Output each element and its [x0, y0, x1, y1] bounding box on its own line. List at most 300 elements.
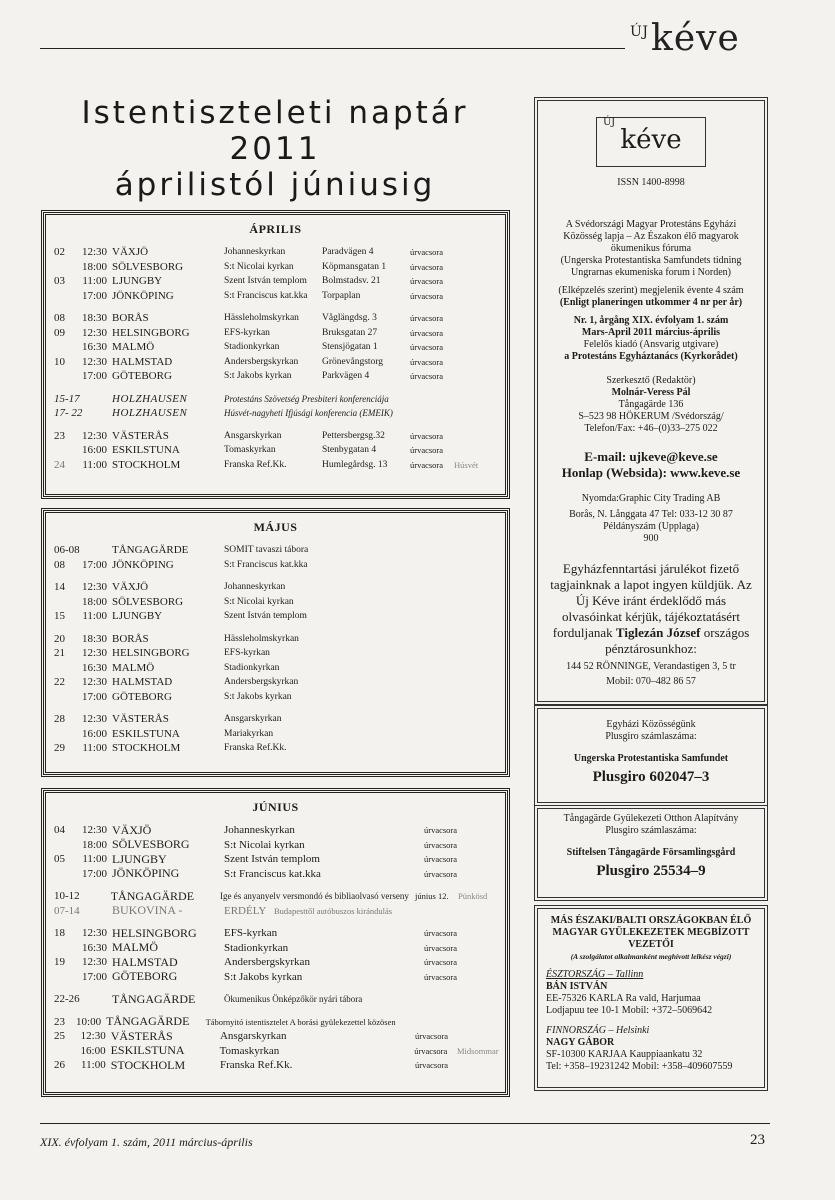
date: 22 — [54, 676, 65, 689]
date: 10-12 — [54, 890, 80, 903]
church: Tábornyitó istentisztelet A borási gyülekezettel közösen — [205, 1016, 396, 1027]
date: 28 — [54, 713, 65, 726]
title-line-3: áprilistól júniusig — [114, 167, 436, 203]
place: ESKILSTUNA — [112, 444, 180, 457]
communion: úrvacsora — [424, 942, 458, 953]
foundation-number: Plusgiro 25534–9 — [596, 863, 706, 879]
place: LJUNGBY — [112, 610, 163, 623]
communion: úrvacsora — [424, 854, 458, 865]
row-gap — [54, 704, 497, 712]
time: 17:00 — [81, 370, 107, 383]
foundation-box — [537, 808, 765, 898]
fee-tail: országos pénztárosunkhoz: — [605, 625, 750, 656]
church: Andersbergskyrkan — [224, 356, 299, 367]
place: HELSINGBORG — [112, 925, 197, 940]
row-gap — [54, 421, 497, 429]
place: LJUNGBY — [112, 275, 163, 288]
title-line-1: Istentiszteleti naptár — [81, 95, 469, 131]
schedule-row — [54, 443, 497, 458]
desc-hu: A Svédországi Magyar Protestáns Egyházi Közösség lapja – Az Északon élő magyarok ökumenikus fóruma — [563, 219, 739, 254]
time: 12:30 — [81, 581, 107, 594]
date: 07-14 — [54, 904, 80, 917]
date: 26 — [54, 1059, 65, 1072]
date: 21 — [54, 647, 65, 660]
time: 17:00 — [81, 690, 107, 703]
copies: 900 — [643, 533, 659, 544]
publisher-label: Felelős kiadó (Ansvarig utgivare) — [583, 339, 719, 350]
date: 20 — [54, 632, 65, 645]
finland-address-1: SF-10300 KARJAA Kauppiaankatu 32 — [546, 1049, 703, 1060]
place: VÄXJÖ — [112, 246, 149, 259]
address: Bolmstadsv. 21 — [322, 276, 381, 287]
email[interactable]: E-mail: ujkeve@keve.se — [584, 449, 718, 464]
date: 05 — [54, 853, 65, 866]
schedule-row — [54, 838, 497, 853]
schedule-row — [54, 595, 497, 610]
place: VÄSTERÅS — [110, 1028, 173, 1043]
schedule-row — [54, 1044, 497, 1059]
date: 24 — [54, 458, 65, 471]
logo-text: kéve — [620, 125, 682, 155]
row-gap — [54, 384, 497, 392]
address: Pettersbergsg.32 — [322, 430, 385, 441]
church: S:t Jakobs kyrkan — [224, 691, 292, 702]
foundation-owner: Stiftelsen Tångagärde Församlingsgård — [566, 847, 736, 858]
church: Szent István templom — [224, 853, 320, 866]
schedule-row — [54, 867, 497, 882]
place: HELSINGBORG — [112, 326, 190, 339]
holiday: Pünkösd — [457, 891, 488, 902]
date: 02 — [54, 246, 65, 259]
time: 12:30 — [81, 355, 107, 368]
communion: úrvacsora — [410, 445, 444, 456]
address: Bruksgatan 27 — [322, 327, 378, 338]
communion: úrvacsora — [410, 430, 444, 441]
leaders-note: (A szolgálatot alkalmanként meghívott lelkész végzi) — [570, 952, 732, 961]
place: STOCKHOLM — [112, 742, 181, 755]
issue-date: Mars-April 2011 március-április — [581, 327, 721, 338]
time: 12:30 — [81, 647, 107, 660]
communion: úrvacsora — [410, 247, 444, 258]
publisher: a Protestáns Egyháztanács (Kyrkorådet) — [564, 351, 738, 362]
schedule-row — [54, 260, 497, 275]
estonia-address-2: Lodjapuu tee 10-1 Mobil: +372–5069642 — [546, 1005, 713, 1016]
date: 10 — [54, 355, 65, 368]
communion: úrvacsora — [415, 1031, 449, 1042]
desc-sv: (Ungerska Protestantiska Samfundets tidning Ungrarnas ekumeniska forum i Norden) — [560, 255, 742, 278]
schedule-row — [54, 1015, 497, 1030]
schedule-row — [54, 712, 497, 727]
communion: úrvacsora — [424, 957, 458, 968]
freq-sv: (Enligt planeringen utkommer 4 nr per år) — [559, 297, 743, 308]
schedule-row — [54, 289, 497, 304]
date: 06-08 — [54, 544, 80, 557]
church: Ige és anyanyelv versmondó és bibliaolvasó verseny — [219, 891, 409, 902]
schedule-row — [54, 392, 497, 407]
schedule-row — [54, 992, 497, 1007]
account-label-1: Egyházi Közösségünk — [606, 719, 696, 730]
place: HOLZHAUSEN — [112, 407, 188, 420]
schedule-row — [54, 741, 497, 756]
schedule-row — [54, 675, 497, 690]
date: 08 — [54, 312, 65, 325]
communion: úrvacsora — [410, 327, 444, 338]
church: S:t Nicolai kyrkan — [224, 596, 294, 607]
schedule-row — [54, 823, 497, 838]
communion: úrvacsora — [410, 261, 444, 272]
communion: úrvacsora — [410, 313, 444, 324]
schedule-row — [54, 355, 497, 370]
church: S:t Jakobs kyrkan — [224, 371, 292, 382]
holiday: Midsommar — [457, 1045, 499, 1056]
date: 19 — [54, 956, 65, 969]
communion: úrvacsora — [410, 276, 444, 287]
brand-name: kéve — [651, 18, 740, 59]
communion: úrvacsora — [414, 1045, 448, 1056]
schedule-row — [54, 690, 497, 705]
schedule-row — [54, 889, 497, 904]
schedule-row — [54, 458, 497, 473]
time: 12:30 — [81, 956, 107, 969]
place: STOCKHOLM — [112, 458, 181, 471]
date: 04 — [54, 824, 65, 837]
fee-address: 144 52 RÖNNINGE, Verandastigen 3, 5 tr — [566, 661, 736, 672]
time: 16:30 — [81, 341, 107, 354]
place: MALMÖ — [112, 940, 159, 955]
time: 17:00 — [81, 970, 107, 983]
church: S:t Franciscus kat.kka — [224, 290, 308, 301]
time: 16:00 — [80, 1044, 106, 1057]
date: 09 — [54, 326, 65, 339]
time: 12:30 — [81, 429, 107, 442]
editor-label: Szerkesztő (Redaktör) — [606, 375, 696, 386]
time: 18:00 — [81, 260, 107, 273]
church: Tomaskyrkan — [224, 445, 276, 456]
schedule-row — [54, 941, 497, 956]
church: S:t Nicolai kyrkan — [224, 838, 305, 851]
time: 11:00 — [82, 742, 107, 755]
communion: úrvacsora — [410, 371, 444, 382]
church: Ansgarskyrkan — [219, 1030, 287, 1043]
communion: úrvacsora — [424, 971, 458, 982]
foundation-name: Tångagärde Gyülekezeti Otthon Alapítvány — [563, 813, 739, 824]
address: Stensjögatan 1 — [322, 342, 378, 353]
address: Grönevångstorg — [322, 356, 384, 367]
date: 29 — [54, 742, 65, 755]
date: 17- 22 — [54, 407, 83, 420]
church: EFS-kyrkan — [224, 648, 270, 659]
church: S:t Nicolai kyrkan — [224, 261, 294, 272]
church: Stadionkyrkan — [224, 342, 280, 353]
church: Andersbergskyrkan — [224, 956, 310, 969]
church: Johanneskyrkan — [224, 582, 286, 593]
date: 23 — [54, 429, 65, 442]
june-schedule — [43, 790, 508, 1095]
schedule-row — [54, 852, 497, 867]
time: 16:30 — [81, 661, 107, 674]
time: 12:30 — [80, 1030, 106, 1043]
place: TÅNGAGÄRDE — [110, 888, 195, 903]
time: 17:00 — [81, 558, 107, 571]
church: S:t Jakobs kyrkan — [224, 970, 303, 983]
place: TÅNGAGÄRDE — [106, 1014, 190, 1029]
place: TÅNGAGÄRDE — [112, 544, 189, 557]
place: HALMSTAD — [112, 355, 173, 368]
time: 10:00 — [76, 1015, 102, 1028]
copies-label: Példányszám (Upplaga) — [603, 521, 699, 532]
time: 12:30 — [81, 676, 107, 689]
address: Stenbygatan 4 — [322, 445, 377, 456]
schedule-row — [54, 326, 497, 341]
place: HALMSTAD — [112, 954, 178, 969]
place: HALMSTAD — [112, 676, 173, 689]
time: 11:00 — [81, 1059, 106, 1072]
place: GÖTEBORG — [112, 370, 172, 383]
time: 18:30 — [81, 312, 107, 325]
printer-address: Borås, N. Långgata 47 Tel: 033-12 30 87 — [569, 509, 733, 520]
church: Andersbergskyrkan — [224, 677, 299, 688]
schedule-row — [54, 632, 497, 647]
schedule-row — [54, 646, 497, 661]
may-rows — [54, 543, 497, 756]
place: JÖNKÖPING — [112, 289, 174, 302]
place: HOLZHAUSEN — [112, 392, 188, 405]
schedule-row — [54, 369, 497, 384]
place: TÅNGAGÄRDE — [112, 991, 196, 1006]
schedule-row — [54, 245, 497, 260]
communion: úrvacsora — [415, 1060, 449, 1071]
time: 12:30 — [81, 713, 107, 726]
communion: úrvacsora — [410, 356, 444, 367]
title-line-2: 2011 — [229, 131, 321, 167]
freq-hu: (Elképzelés szerint) megjelenik évente 4 szám — [558, 285, 744, 296]
june-rows — [54, 823, 497, 1073]
editor-city: S–523 98 HÖKERUM /Svédország/ — [578, 411, 724, 422]
communion: úrvacsora — [410, 290, 444, 301]
place: SÖLVESBORG — [112, 595, 184, 608]
church: Stadionkyrkan — [224, 662, 280, 673]
may-schedule — [43, 510, 508, 775]
date: 23 — [54, 1015, 65, 1028]
foundation-label: Plusgiro számlaszáma: — [605, 825, 697, 836]
row-gap — [54, 624, 497, 632]
church: EFS-kyrkan — [224, 327, 270, 338]
address: Paradvägen 4 — [322, 247, 374, 258]
place: VÄSTERÅS — [112, 713, 169, 726]
footer-issue: XIX. évfolyam 1. szám, 2011 március-április — [40, 1135, 253, 1149]
masthead-box — [537, 100, 765, 702]
place: ESKILSTUNA — [110, 1043, 185, 1058]
time: 11:00 — [82, 458, 107, 471]
logo-uj: ÚJ — [603, 117, 616, 128]
row-gap — [54, 303, 497, 311]
issn: ISSN 1400-8998 — [617, 177, 685, 188]
time: 16:00 — [81, 444, 107, 457]
month-heading: MÁJUS — [253, 520, 298, 534]
place: JÖNKÖPING — [112, 866, 180, 881]
church: Franska Ref.Kk. — [219, 1059, 293, 1072]
place: ESKILSTUNA — [112, 727, 180, 740]
fee-mobile: Mobil: 070–482 86 57 — [606, 676, 696, 687]
time: 18:00 — [81, 595, 107, 608]
row-gap — [54, 572, 497, 580]
estonia-name: BÁN ISTVÁN — [546, 981, 608, 992]
date: 15 — [54, 610, 65, 623]
church: EFS-kyrkan — [224, 927, 278, 940]
editor-street: Tångagärde 136 — [618, 399, 684, 410]
time: 11:00 — [82, 853, 107, 866]
schedule-row — [54, 406, 497, 421]
account-label-2: Plusgiro számlaszáma: — [605, 731, 697, 742]
schedule-row — [54, 1029, 497, 1044]
header-rule — [40, 48, 625, 49]
communion: úrvacsora — [424, 928, 458, 939]
communion: úrvacsora — [424, 868, 458, 879]
date: 15-17 — [54, 392, 80, 405]
place: SÖLVESBORG — [112, 260, 184, 273]
church: Szent István templom — [224, 276, 307, 287]
place: MALMÖ — [112, 661, 155, 674]
page-title — [40, 95, 510, 203]
finland-heading: FINNORSZÁG – Helsinki — [546, 1025, 650, 1036]
church: SOMIT tavaszi tábora — [224, 545, 309, 556]
editor-name: Molnár-Veress Pál — [611, 387, 691, 398]
footer-rule — [40, 1123, 770, 1124]
address: Köpmansgatan 1 — [322, 261, 387, 272]
place: STOCKHOLM — [110, 1057, 186, 1072]
address: Parkvägen 4 — [322, 371, 370, 382]
communion: úrvacsora — [424, 839, 458, 850]
schedule-row — [54, 926, 497, 941]
account-box — [537, 708, 765, 803]
date: 14 — [54, 581, 65, 594]
schedule-row — [54, 609, 497, 624]
church: Ansgarskyrkan — [224, 430, 282, 441]
schedule-row — [54, 580, 497, 595]
place: VÄXJÖ — [112, 581, 149, 594]
schedule-row — [54, 955, 497, 970]
schedule-row — [54, 429, 497, 444]
place: BUKOVINA - — [112, 903, 183, 918]
place: SÖLVESBORG — [112, 837, 190, 852]
time: 18:30 — [81, 632, 107, 645]
church: S:t Franciscus kat.kka — [224, 867, 321, 880]
address: Våglängdsg. 3 — [322, 313, 377, 324]
date: 25 — [54, 1030, 65, 1043]
church: Hässleholmskyrkan — [224, 633, 299, 644]
church: Mariakyrkan — [224, 728, 274, 739]
editor-phone: Telefon/Fax: +46–(0)33–275 022 — [584, 423, 718, 434]
masthead-logo — [596, 117, 706, 167]
place: BORÅS — [112, 312, 149, 325]
place: VÄXJÖ — [112, 822, 152, 837]
website[interactable]: Honlap (Websida): www.keve.se — [561, 465, 741, 480]
church: Franska Ref.Kk. — [224, 459, 287, 470]
printer: Nyomda:Graphic City Trading AB — [581, 493, 721, 504]
brand-uj: ÚJ — [630, 24, 650, 40]
date: 08 — [54, 558, 65, 571]
date: 03 — [54, 275, 65, 288]
schedule-row — [54, 661, 497, 676]
schedule-row — [54, 274, 497, 289]
time: 11:00 — [82, 610, 107, 623]
time: 12:30 — [81, 326, 107, 339]
date: 22-26 — [54, 993, 80, 1006]
place: BORÅS — [112, 632, 149, 645]
schedule-row — [54, 543, 497, 558]
estonia-address-1: EE-75326 KARLA Ra vald, Harjumaa — [546, 993, 701, 1004]
time: 12:30 — [81, 927, 107, 940]
church: Stadionkyrkan — [224, 941, 289, 954]
church: Franska Ref.Kk. — [224, 743, 287, 754]
trip-note: Budapesttől autóbuszos kirándulás — [274, 905, 393, 916]
april-schedule — [43, 212, 508, 497]
communion: úrvacsora — [424, 825, 458, 836]
church: Szent István templom — [224, 611, 307, 622]
schedule-row — [54, 558, 497, 573]
holiday: Húsvét — [454, 459, 479, 470]
church: S:t Franciscus kat.kka — [224, 559, 308, 570]
church: ERDÉLY — [224, 904, 267, 917]
time: 12:30 — [81, 824, 107, 837]
fee-name: Tiglezán József — [615, 625, 701, 640]
place: GÖTEBORG — [112, 690, 172, 703]
estonia-heading: ÉSZTORSZÁG – Tallinn — [546, 969, 644, 980]
time: 17:00 — [81, 867, 107, 880]
leaders-box — [537, 908, 765, 1088]
time: 11:00 — [82, 275, 107, 288]
finland-name: NAGY GÁBOR — [546, 1037, 615, 1048]
church: Tomaskyrkan — [219, 1044, 280, 1057]
fee-main: Egyházfenntartási járulékot fizető tagjainknak a lapot ingyen küldjük. Az Új Kéve iránt érdeklődő más olvasóinkat kérjük, tájékoztatásért forduljanak — [550, 561, 752, 640]
place: JÖNKÖPING — [112, 558, 174, 571]
schedule-row — [54, 904, 497, 919]
fee-text — [546, 561, 756, 657]
brand-logo — [630, 18, 740, 59]
communion: június 12. — [415, 891, 449, 902]
communion: úrvacsora — [410, 459, 444, 470]
april-rows — [54, 245, 497, 472]
church: Ansgarskyrkan — [224, 714, 282, 725]
event-note: Protestáns Szövetség Presbiteri konferenciája — [224, 393, 389, 404]
church: Hässleholmskyrkan — [224, 313, 299, 324]
month-heading: ÁPRILIS — [249, 222, 302, 236]
account-owner: Ungerska Protestantiska Samfundet — [573, 753, 729, 764]
schedule-row — [54, 970, 497, 985]
date: 18 — [54, 927, 65, 940]
church: Johanneskyrkan — [224, 824, 295, 837]
time: 18:00 — [81, 838, 107, 851]
time: 16:30 — [81, 941, 107, 954]
church: Johanneskyrkan — [224, 247, 286, 258]
place: MALMÖ — [112, 341, 155, 354]
month-heading: JÚNIUS — [252, 800, 299, 814]
schedule-row — [54, 340, 497, 355]
finland-address-2: Tel: +358–19231242 Mobil: +358–409607559 — [546, 1061, 733, 1072]
time: 16:00 — [81, 727, 107, 740]
place: GÖTEBORG — [112, 969, 178, 984]
page-number: 23 — [750, 1132, 765, 1148]
place: VÄSTERÅS — [112, 429, 169, 442]
event-note: Húsvét-nagyheti Ifjúsági konferencia (EMEIK) — [224, 408, 393, 419]
time: 12:30 — [81, 246, 107, 259]
issue-nr: Nr. 1, årgång XIX. évfolyam 1. szám — [573, 315, 729, 326]
address: Torpaplan — [322, 290, 361, 301]
time: 17:00 — [81, 289, 107, 302]
communion: úrvacsora — [410, 342, 444, 353]
schedule-row — [54, 1058, 497, 1073]
place: HELSINGBORG — [112, 647, 190, 660]
